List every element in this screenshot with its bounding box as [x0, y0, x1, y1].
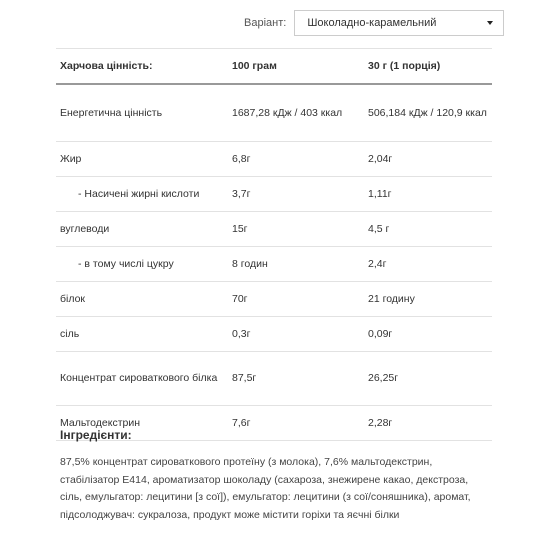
table-row	[56, 317, 492, 352]
value-per-serving: 21 годину	[368, 292, 415, 305]
value-per-serving: 26,25г	[368, 372, 399, 384]
ingredients-text: 87,5% концентрат сироваткового протеїну (з молока), 7,6% мальтодекстрин, стабілізатор Е414, ароматизатор шоколаду (сахароза, знежирене какао, декстроза, сіль, емульгатор: лецитини [з сої]), емульгатор: лецитини (з сої/соняшника), аромат, підсолоджувач: сукралоза, продукт може містити горіхи та яєчні білки	[60, 456, 471, 521]
table-row	[56, 247, 492, 282]
nutrient-name: білок	[60, 292, 86, 305]
nutrient-name: Енергетична цінність	[60, 106, 163, 119]
value-per-100g: 1687,28 кДж / 403 ккал	[232, 106, 343, 119]
nutrient-name: Концентрат сироваткового білка	[60, 372, 218, 384]
variant-selected-value: Шоколадно-карамельний	[307, 17, 437, 29]
nutrient-name: Мальтодекстрин	[60, 416, 141, 429]
value-per-100g: 7,6г	[232, 416, 251, 429]
table-row	[56, 282, 492, 317]
chevron-down-icon	[487, 21, 493, 25]
table-row	[56, 85, 492, 142]
value-per-100g: 6,8г	[232, 152, 251, 165]
ingredients-title: Інгредієнти:	[60, 428, 132, 442]
variant-dropdown[interactable]	[294, 10, 504, 36]
nutrient-name: - в тому числі цукру	[78, 257, 174, 270]
nutrient-name: вуглеводи	[60, 222, 110, 235]
table-row	[56, 142, 492, 177]
variant-label: Варіант:	[244, 17, 287, 29]
value-per-serving: 2,4г	[368, 257, 387, 270]
nutrient-name: сіль	[60, 327, 80, 340]
value-per-100g: 15г	[232, 222, 248, 235]
value-per-100g: 70г	[232, 292, 248, 305]
value-per-100g: 87,5г	[232, 372, 257, 384]
nutrition-table	[56, 48, 492, 441]
table-row	[56, 177, 492, 212]
value-per-serving: 2,04г	[368, 152, 393, 165]
header-per-100g: 100 грам	[232, 59, 277, 72]
value-per-serving: 2,28г	[368, 416, 393, 429]
value-per-serving: 1,11г	[368, 187, 392, 200]
value-per-serving: 4,5 г	[368, 222, 390, 235]
header-nutrition: Харчова цінність:	[60, 59, 153, 72]
value-per-100g: 8 годин	[232, 257, 268, 270]
value-per-serving: 506,184 кДж / 120,9 ккал	[368, 106, 487, 119]
table-row	[56, 352, 492, 406]
value-per-serving: 0,09г	[368, 327, 393, 340]
header-per-serving: 30 г (1 порція)	[368, 59, 441, 72]
nutrient-name: - Насичені жирні кислоти	[78, 187, 200, 200]
table-row	[56, 212, 492, 247]
value-per-100g: 3,7г	[232, 187, 251, 200]
value-per-100g: 0,3г	[232, 327, 251, 340]
nutrition-table-header	[56, 49, 492, 85]
nutrient-name: Жир	[60, 152, 82, 165]
variant-selector	[244, 10, 504, 36]
